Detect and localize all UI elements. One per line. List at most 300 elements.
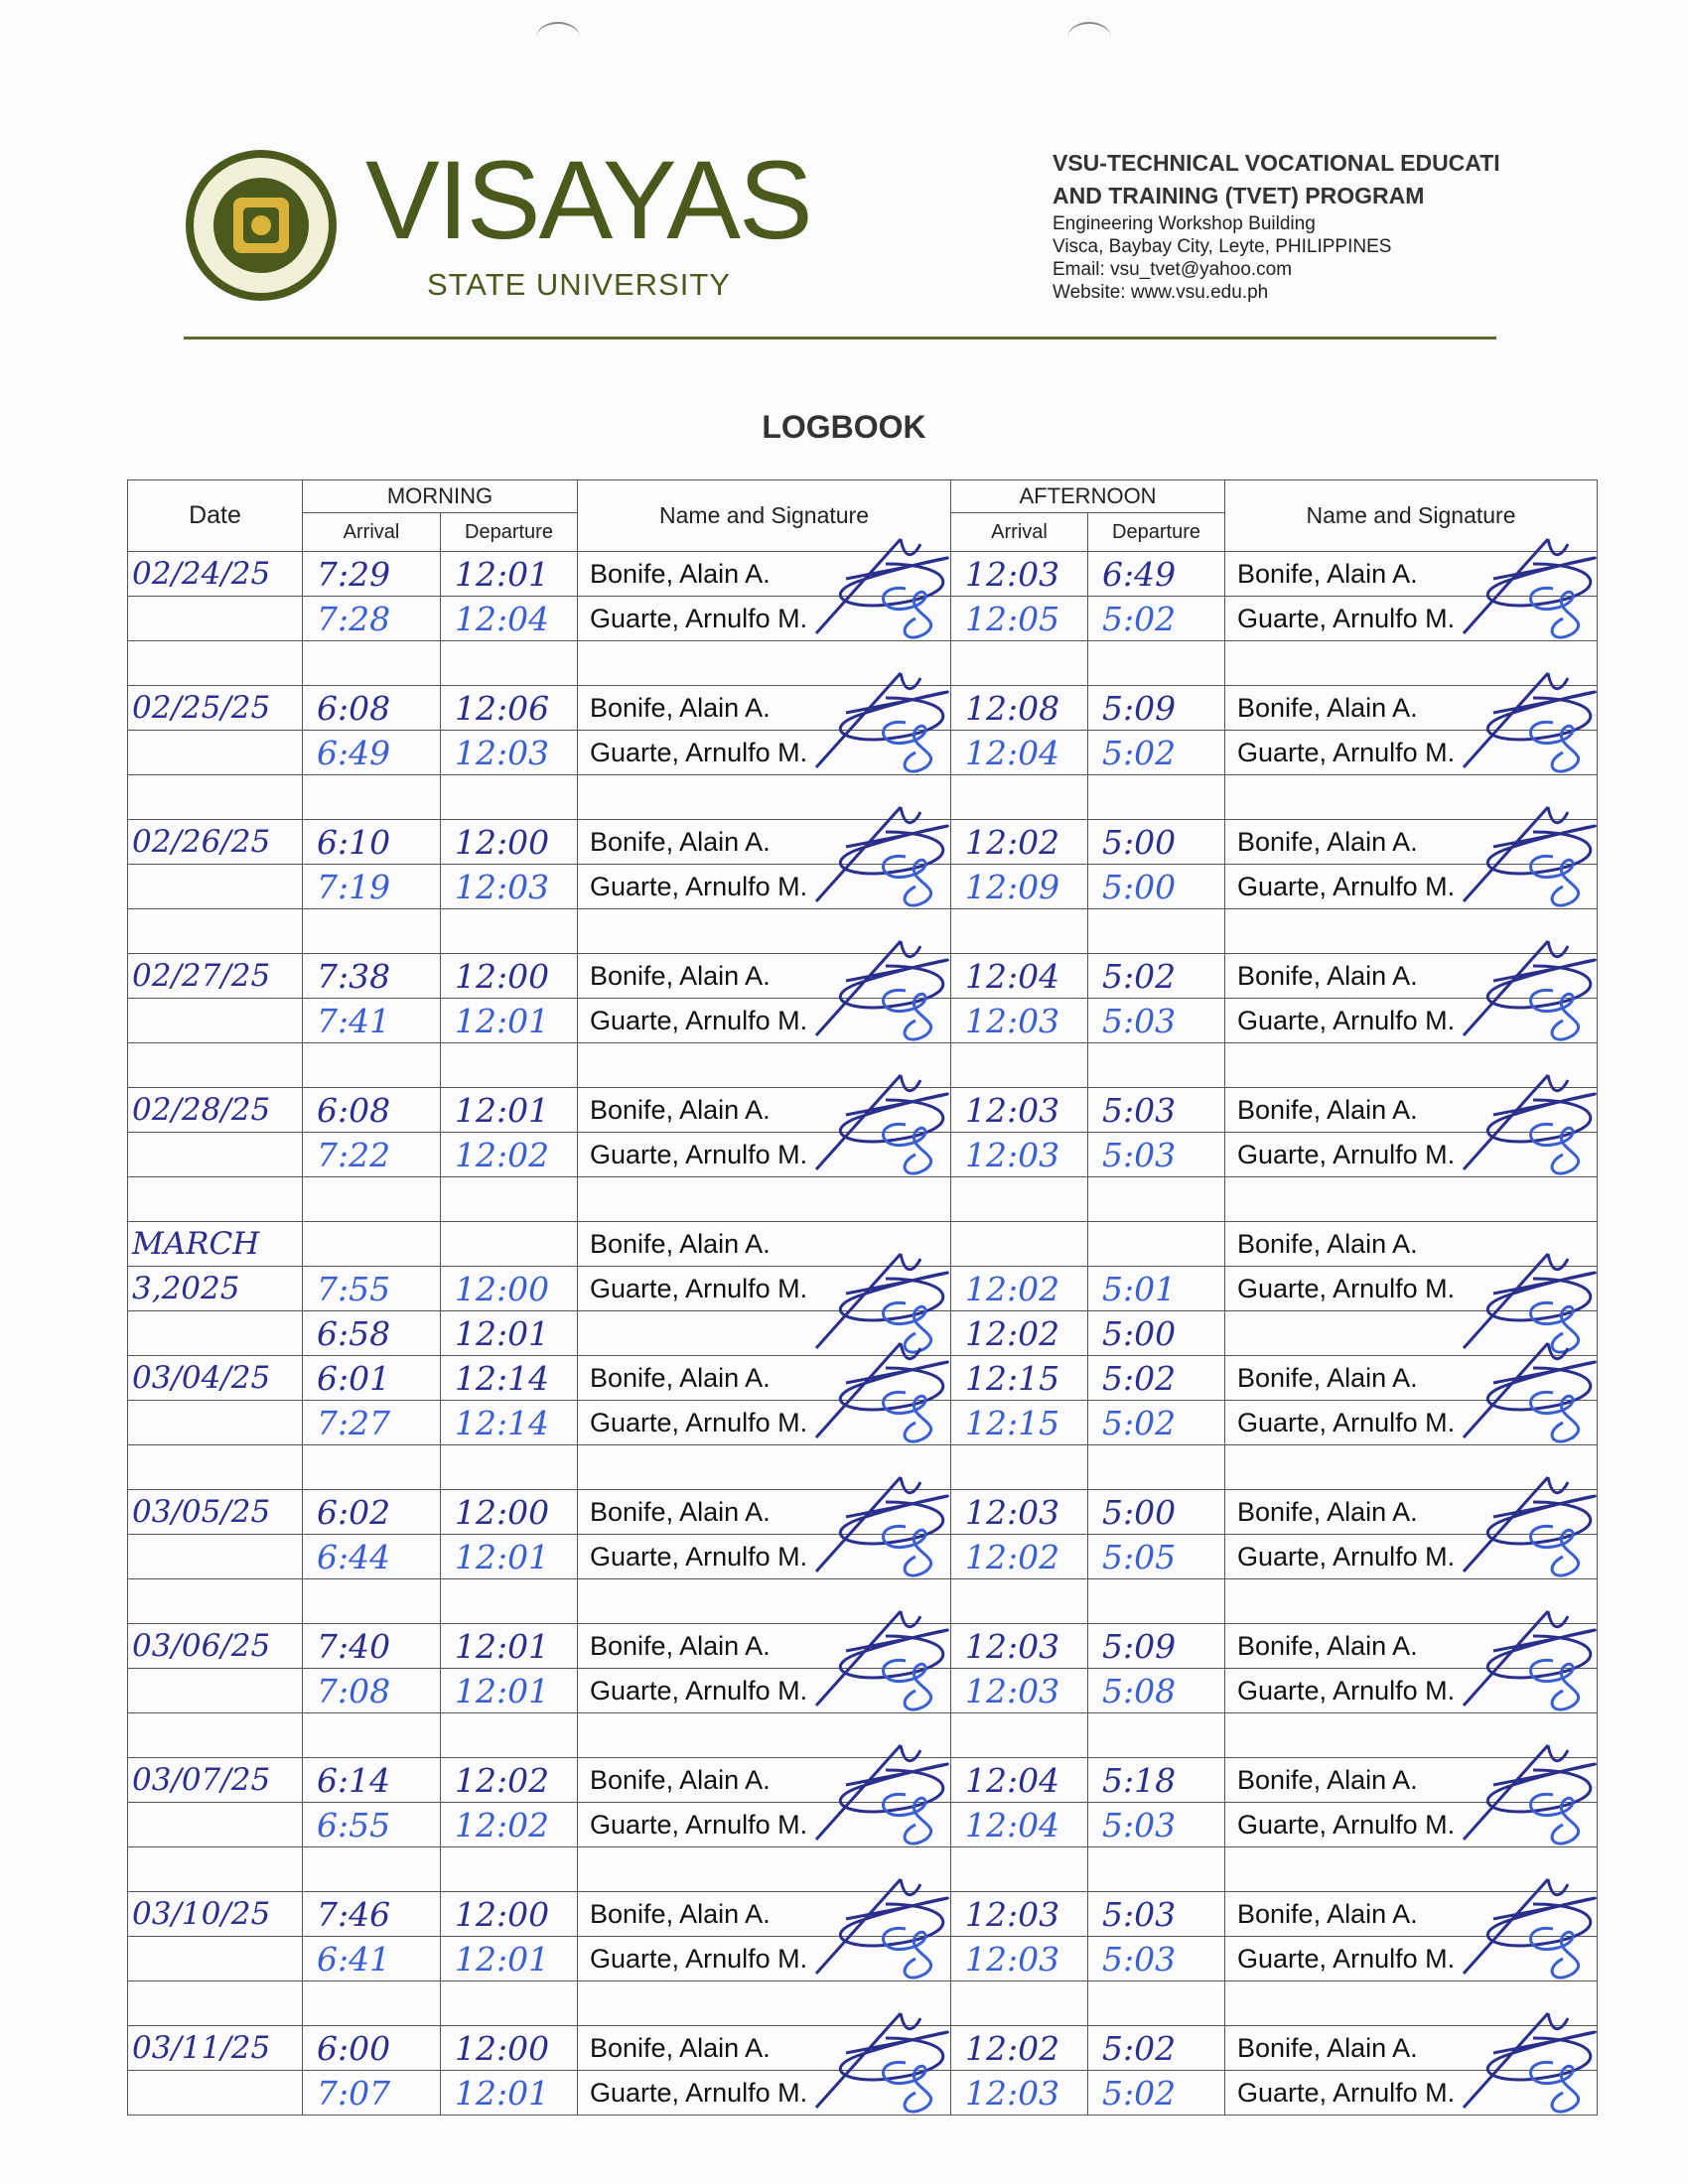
date-cell: 02/25/25 (128, 686, 303, 731)
empty-cell (1225, 1445, 1598, 1490)
date-cell (128, 1133, 303, 1177)
empty-cell (578, 1981, 951, 2026)
person-name: Bonife, Alain A. (590, 1094, 771, 1125)
empty-cell (1225, 1847, 1598, 1892)
website: Website: www.vsu.edu.ph (1053, 282, 1269, 303)
morning-arrival: 6:41 (303, 1937, 441, 1981)
morning-departure: 12:02 (441, 1803, 578, 1847)
empty-cell (1088, 1579, 1225, 1624)
empty-cell (1225, 775, 1598, 820)
name-signature-morning (578, 999, 951, 1043)
name-signature-afternoon (1225, 1669, 1598, 1713)
person-name: Bonife, Alain A. (1237, 558, 1418, 589)
col-afternoon-departure: Departure (1088, 513, 1225, 552)
afternoon-arrival: 12:03 (951, 1892, 1088, 1937)
name-signature-afternoon (1225, 1490, 1598, 1535)
blank-row (128, 641, 1598, 686)
afternoon-departure: 5:00 (1088, 820, 1225, 865)
afternoon-departure: 5:00 (1088, 1490, 1225, 1535)
date-cell (128, 597, 303, 641)
morning-arrival: 7:55 (303, 1267, 441, 1311)
name-signature-morning (578, 954, 951, 999)
empty-cell (303, 909, 441, 954)
morning-departure: 12:02 (441, 1133, 578, 1177)
empty-cell (578, 909, 951, 954)
date-cell: 03/05/25 (128, 1490, 303, 1535)
empty-cell (578, 1847, 951, 1892)
name-signature-morning (578, 865, 951, 909)
afternoon-departure: 5:02 (1088, 2026, 1225, 2071)
log-row (128, 597, 1598, 641)
name-signature-morning (578, 597, 951, 641)
person-name: Bonife, Alain A. (590, 826, 771, 857)
name-signature-afternoon (1225, 2071, 1598, 2116)
morning-departure: 12:01 (441, 1624, 578, 1669)
date-cell (128, 1803, 303, 1847)
date-cell (128, 1401, 303, 1445)
name-signature-morning (578, 1356, 951, 1401)
name-signature-morning (578, 1490, 951, 1535)
date-cell: 03/07/25 (128, 1758, 303, 1803)
log-row (128, 1937, 1598, 1981)
afternoon-arrival (951, 1222, 1088, 1267)
empty-cell (1088, 909, 1225, 954)
afternoon-arrival: 12:04 (951, 1803, 1088, 1847)
empty-cell (578, 641, 951, 686)
person-name: Bonife, Alain A. (590, 1496, 771, 1527)
person-name: Guarte, Arnulfo M. (590, 1943, 808, 1974)
empty-cell (441, 1043, 578, 1088)
date-cell: 03/04/25 (128, 1356, 303, 1401)
person-name: Guarte, Arnulfo M. (590, 1809, 808, 1840)
date-cell: 02/24/25 (128, 552, 303, 597)
person-name: Bonife, Alain A. (590, 960, 771, 991)
afternoon-arrival: 12:03 (951, 1088, 1088, 1133)
person-name: Bonife, Alain A. (590, 1898, 771, 1929)
afternoon-departure: 5:08 (1088, 1669, 1225, 1713)
address: Visca, Baybay City, Leyte, PHILIPPINES (1053, 236, 1392, 257)
name-signature-afternoon (1225, 2026, 1598, 2071)
morning-arrival: 7:40 (303, 1624, 441, 1669)
col-name-signature-afternoon: Name and Signature (1225, 480, 1598, 552)
empty-cell (303, 1177, 441, 1222)
empty-cell (128, 1713, 303, 1758)
afternoon-arrival: 12:05 (951, 597, 1088, 641)
afternoon-arrival: 12:03 (951, 2071, 1088, 2116)
log-row (128, 1669, 1598, 1713)
person-name: Guarte, Arnulfo M. (1237, 737, 1456, 767)
log-row (128, 1088, 1598, 1133)
person-name: Guarte, Arnulfo M. (590, 1005, 808, 1035)
name-signature-morning (578, 2071, 951, 2116)
blank-row (128, 1981, 1598, 2026)
name-signature-afternoon (1225, 1803, 1598, 1847)
name-signature-afternoon (1225, 1222, 1598, 1267)
punch-hole (1067, 22, 1111, 54)
person-name: Guarte, Arnulfo M. (1237, 1005, 1456, 1035)
afternoon-departure: 5:09 (1088, 1624, 1225, 1669)
name-signature-morning (578, 1222, 951, 1267)
blank-row (128, 775, 1598, 820)
morning-arrival: 7:38 (303, 954, 441, 999)
person-name: Guarte, Arnulfo M. (1237, 871, 1456, 901)
log-row (128, 1892, 1598, 1937)
col-morning: MORNING (303, 480, 578, 513)
person-name: Guarte, Arnulfo M. (590, 603, 808, 633)
morning-arrival: 6:44 (303, 1535, 441, 1579)
person-name: Bonife, Alain A. (590, 1362, 771, 1393)
afternoon-departure: 5:03 (1088, 1803, 1225, 1847)
morning-departure: 12:03 (441, 865, 578, 909)
name-signature-morning (578, 1088, 951, 1133)
log-row (128, 1490, 1598, 1535)
person-name: Guarte, Arnulfo M. (590, 1139, 808, 1169)
empty-cell (303, 775, 441, 820)
morning-departure: 12:01 (441, 1535, 578, 1579)
person-name: Bonife, Alain A. (590, 692, 771, 723)
morning-arrival: 7:27 (303, 1401, 441, 1445)
name-signature-afternoon (1225, 820, 1598, 865)
morning-departure: 12:01 (441, 1669, 578, 1713)
morning-arrival: 7:41 (303, 999, 441, 1043)
log-row (128, 1356, 1598, 1401)
log-row (128, 2026, 1598, 2071)
name-signature-morning (578, 1624, 951, 1669)
morning-departure: 12:01 (441, 1311, 578, 1356)
name-signature-afternoon (1225, 1624, 1598, 1669)
morning-departure: 12:00 (441, 954, 578, 999)
person-name: Bonife, Alain A. (590, 1228, 771, 1259)
morning-arrival: 7:29 (303, 552, 441, 597)
afternoon-arrival: 12:02 (951, 2026, 1088, 2071)
person-name: Guarte, Arnulfo M. (1237, 1675, 1456, 1706)
morning-departure: 12:14 (441, 1401, 578, 1445)
name-signature-afternoon (1225, 597, 1598, 641)
name-signature-afternoon (1225, 1267, 1598, 1311)
empty-cell (128, 1981, 303, 2026)
log-row (128, 865, 1598, 909)
morning-arrival: 6:08 (303, 686, 441, 731)
date-cell: 02/27/25 (128, 954, 303, 999)
afternoon-arrival: 12:02 (951, 1311, 1088, 1356)
name-signature-afternoon (1225, 1133, 1598, 1177)
afternoon-departure: 5:02 (1088, 954, 1225, 999)
morning-departure: 12:01 (441, 2071, 578, 2116)
col-morning-arrival: Arrival (303, 513, 441, 552)
date-cell (128, 1535, 303, 1579)
afternoon-arrival: 12:03 (951, 999, 1088, 1043)
logbook-body (128, 552, 1598, 2116)
program-line1: VSU-TECHNICAL VOCATIONAL EDUCATI (1053, 150, 1500, 176)
col-name-signature-morning: Name and Signature (578, 480, 951, 552)
name-signature-morning (578, 1311, 951, 1356)
university-seal-logo (184, 148, 339, 303)
empty-cell (441, 909, 578, 954)
person-name: Guarte, Arnulfo M. (590, 871, 808, 901)
empty-cell (303, 1847, 441, 1892)
empty-cell (303, 1579, 441, 1624)
date-cell (128, 1669, 303, 1713)
name-signature-morning (578, 2026, 951, 2071)
afternoon-departure: 5:02 (1088, 1356, 1225, 1401)
log-row (128, 820, 1598, 865)
morning-arrival: 6:08 (303, 1088, 441, 1133)
name-signature-afternoon (1225, 1088, 1598, 1133)
afternoon-departure: 5:00 (1088, 1311, 1225, 1356)
morning-departure: 12:01 (441, 552, 578, 597)
name-signature-morning (578, 731, 951, 775)
person-name: Bonife, Alain A. (1237, 826, 1418, 857)
name-signature-afternoon (1225, 1892, 1598, 1937)
empty-cell (951, 1043, 1088, 1088)
afternoon-arrival: 12:02 (951, 820, 1088, 865)
date-cell: 02/28/25 (128, 1088, 303, 1133)
afternoon-departure (1088, 1222, 1225, 1267)
empty-cell (128, 641, 303, 686)
morning-arrival: 7:08 (303, 1669, 441, 1713)
col-afternoon: AFTERNOON (951, 480, 1225, 513)
morning-departure: 12:04 (441, 597, 578, 641)
name-signature-afternoon (1225, 865, 1598, 909)
empty-cell (441, 1445, 578, 1490)
person-name: Guarte, Arnulfo M. (1237, 1139, 1456, 1169)
empty-cell (441, 1981, 578, 2026)
university-brand (365, 135, 811, 304)
name-signature-morning (578, 1669, 951, 1713)
afternoon-departure: 6:49 (1088, 552, 1225, 597)
date-cell (128, 731, 303, 775)
empty-cell (1225, 1579, 1598, 1624)
afternoon-arrival: 12:02 (951, 1267, 1088, 1311)
morning-departure: 12:02 (441, 1758, 578, 1803)
brand-name: VISAYAS (365, 138, 811, 262)
afternoon-arrival: 12:04 (951, 1758, 1088, 1803)
afternoon-arrival: 12:15 (951, 1356, 1088, 1401)
name-signature-afternoon (1225, 1535, 1598, 1579)
empty-cell (303, 1043, 441, 1088)
person-name: Guarte, Arnulfo M. (590, 1675, 808, 1706)
log-row (128, 1803, 1598, 1847)
log-row (128, 731, 1598, 775)
afternoon-arrival: 12:15 (951, 1401, 1088, 1445)
afternoon-departure: 5:01 (1088, 1267, 1225, 1311)
empty-cell (1088, 775, 1225, 820)
name-signature-afternoon (1225, 731, 1598, 775)
log-row (128, 1222, 1598, 1267)
afternoon-departure: 5:00 (1088, 865, 1225, 909)
date-cell (128, 2071, 303, 2116)
empty-cell (951, 775, 1088, 820)
empty-cell (951, 1847, 1088, 1892)
log-row (128, 1267, 1598, 1311)
afternoon-arrival: 12:03 (951, 1624, 1088, 1669)
person-name: Bonife, Alain A. (590, 1630, 771, 1661)
empty-cell (303, 1713, 441, 1758)
morning-arrival: 6:02 (303, 1490, 441, 1535)
empty-cell (951, 1579, 1088, 1624)
empty-cell (951, 641, 1088, 686)
afternoon-departure: 5:03 (1088, 1937, 1225, 1981)
person-name: Guarte, Arnulfo M. (1237, 1407, 1456, 1437)
name-signature-afternoon (1225, 686, 1598, 731)
morning-arrival: 7:19 (303, 865, 441, 909)
blank-row (128, 1579, 1598, 1624)
empty-cell (128, 1847, 303, 1892)
morning-arrival: 6:01 (303, 1356, 441, 1401)
person-name: Bonife, Alain A. (1237, 2032, 1418, 2063)
empty-cell (1088, 1847, 1225, 1892)
name-signature-morning (578, 552, 951, 597)
empty-cell (1225, 1981, 1598, 2026)
punch-hole (536, 22, 580, 54)
morning-arrival: 6:49 (303, 731, 441, 775)
empty-cell (578, 1713, 951, 1758)
log-row (128, 1535, 1598, 1579)
morning-arrival: 6:10 (303, 820, 441, 865)
person-name: Guarte, Arnulfo M. (590, 1541, 808, 1571)
morning-departure: 12:01 (441, 1937, 578, 1981)
empty-cell (441, 1847, 578, 1892)
date-cell (128, 1311, 303, 1356)
name-signature-afternoon (1225, 1758, 1598, 1803)
log-row (128, 999, 1598, 1043)
afternoon-arrival: 12:03 (951, 1490, 1088, 1535)
program-info (1053, 147, 1500, 304)
person-name: Guarte, Arnulfo M. (1237, 1541, 1456, 1571)
morning-arrival: 7:46 (303, 1892, 441, 1937)
person-name: Bonife, Alain A. (590, 1764, 771, 1795)
person-name: Bonife, Alain A. (1237, 692, 1418, 723)
name-signature-afternoon (1225, 1356, 1598, 1401)
empty-cell (128, 775, 303, 820)
name-signature-afternoon (1225, 999, 1598, 1043)
empty-cell (128, 909, 303, 954)
header-divider (184, 337, 1496, 340)
empty-cell (303, 1445, 441, 1490)
morning-departure: 12:00 (441, 1267, 578, 1311)
empty-cell (1088, 1043, 1225, 1088)
name-signature-afternoon (1225, 1401, 1598, 1445)
person-name: Guarte, Arnulfo M. (590, 737, 808, 767)
afternoon-departure: 5:03 (1088, 1133, 1225, 1177)
empty-cell (951, 1445, 1088, 1490)
empty-cell (1088, 1981, 1225, 2026)
empty-cell (1088, 1713, 1225, 1758)
name-signature-morning (578, 1267, 951, 1311)
morning-departure: 12:00 (441, 1892, 578, 1937)
log-row (128, 1311, 1598, 1356)
afternoon-departure: 5:18 (1088, 1758, 1225, 1803)
afternoon-arrival: 12:03 (951, 1937, 1088, 1981)
date-cell (128, 1937, 303, 1981)
person-name: Bonife, Alain A. (1237, 960, 1418, 991)
morning-departure (441, 1222, 578, 1267)
empty-cell (1225, 1177, 1598, 1222)
morning-departure: 12:00 (441, 1490, 578, 1535)
person-name: Guarte, Arnulfo M. (1237, 2077, 1456, 2108)
afternoon-departure: 5:02 (1088, 1401, 1225, 1445)
name-signature-morning (578, 1401, 951, 1445)
empty-cell (1225, 641, 1598, 686)
morning-departure: 12:00 (441, 820, 578, 865)
blank-row (128, 1177, 1598, 1222)
morning-arrival: 7:28 (303, 597, 441, 641)
program-line2: AND TRAINING (TVET) PROGRAM (1053, 183, 1425, 208)
person-name: Bonife, Alain A. (1237, 1630, 1418, 1661)
person-name: Bonife, Alain A. (1237, 1094, 1418, 1125)
email: Email: vsu_tvet@yahoo.com (1053, 259, 1293, 280)
afternoon-arrival: 12:04 (951, 954, 1088, 999)
name-signature-morning (578, 1937, 951, 1981)
person-name: Bonife, Alain A. (1237, 1764, 1418, 1795)
building: Engineering Workshop Building (1053, 213, 1316, 234)
person-name: Bonife, Alain A. (1237, 1496, 1418, 1527)
blank-row (128, 1043, 1598, 1088)
empty-cell (303, 641, 441, 686)
afternoon-departure: 5:02 (1088, 731, 1225, 775)
empty-cell (1225, 1713, 1598, 1758)
log-row (128, 1133, 1598, 1177)
name-signature-morning (578, 1133, 951, 1177)
morning-arrival: 6:58 (303, 1311, 441, 1356)
afternoon-departure: 5:03 (1088, 999, 1225, 1043)
empty-cell (128, 1579, 303, 1624)
person-name: Bonife, Alain A. (1237, 1362, 1418, 1393)
blank-row (128, 1713, 1598, 1758)
afternoon-arrival: 12:04 (951, 731, 1088, 775)
empty-cell (441, 1579, 578, 1624)
date-cell: 3,2025 (128, 1267, 303, 1311)
empty-cell (128, 1445, 303, 1490)
date-cell: 03/11/25 (128, 2026, 303, 2071)
blank-row (128, 1847, 1598, 1892)
brand-subtitle: STATE UNIVERSITY (427, 267, 731, 302)
person-name: Guarte, Arnulfo M. (590, 1273, 808, 1303)
empty-cell (1225, 909, 1598, 954)
name-signature-morning (578, 1892, 951, 1937)
date-cell (128, 999, 303, 1043)
empty-cell (1088, 1445, 1225, 1490)
col-date: Date (128, 480, 303, 552)
empty-cell (303, 1981, 441, 2026)
empty-cell (951, 1713, 1088, 1758)
empty-cell (951, 909, 1088, 954)
empty-cell (441, 775, 578, 820)
afternoon-departure: 5:09 (1088, 686, 1225, 731)
morning-departure: 12:06 (441, 686, 578, 731)
morning-arrival: 6:00 (303, 2026, 441, 2071)
name-signature-morning (578, 820, 951, 865)
name-signature-afternoon (1225, 552, 1598, 597)
date-cell: MARCH (128, 1222, 303, 1267)
empty-cell (1088, 641, 1225, 686)
log-row (128, 954, 1598, 999)
empty-cell (578, 775, 951, 820)
empty-cell (951, 1981, 1088, 2026)
name-signature-morning (578, 1535, 951, 1579)
date-cell: 02/26/25 (128, 820, 303, 865)
name-signature-morning (578, 1758, 951, 1803)
col-morning-departure: Departure (441, 513, 578, 552)
name-signature-morning (578, 1803, 951, 1847)
afternoon-arrival: 12:03 (951, 1669, 1088, 1713)
blank-row (128, 1445, 1598, 1490)
person-name: Bonife, Alain A. (590, 2032, 771, 2063)
morning-departure: 12:01 (441, 1088, 578, 1133)
empty-cell (1088, 1177, 1225, 1222)
person-name: Guarte, Arnulfo M. (590, 2077, 808, 2108)
morning-arrival (303, 1222, 441, 1267)
